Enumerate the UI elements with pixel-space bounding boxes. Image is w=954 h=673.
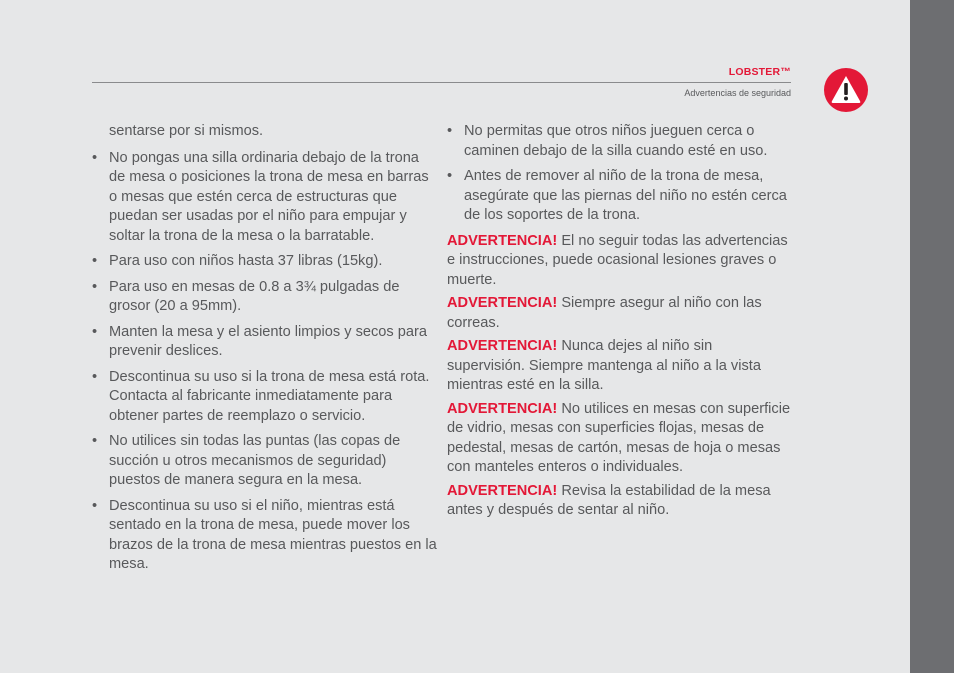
bullet-dot-icon: • [92, 253, 98, 269]
bullet-item [92, 149, 437, 247]
bullet-dot-icon: • [92, 278, 98, 295]
bullet-item [92, 497, 437, 575]
bullet-item [92, 323, 437, 362]
bullet-dot-icon: • [92, 323, 98, 340]
warning-text: Revisa la estabilidad de la mesa antes y después de sentar al niño. [447, 482, 771, 518]
warning-paragraph [447, 482, 792, 521]
bullet-item [92, 432, 437, 491]
warning-text: Nunca dejes al niño sin supervisión. Siempre mantenga al niño a la vista mientras esté en la silla. [447, 338, 761, 393]
right-bullet-list [447, 122, 792, 226]
bullet-item [92, 278, 437, 317]
warning-paragraph [447, 232, 792, 291]
warning-label: ADVERTENCIA! [447, 400, 558, 417]
bullet-dot-icon: • [92, 368, 98, 385]
warning-text: Siempre asegur al niño con las correas. [447, 295, 762, 331]
warnings-list [447, 232, 792, 521]
warning-paragraph [447, 337, 792, 396]
bullet-dot-icon: • [447, 168, 453, 184]
bullet-text: Descontinua su uso si la trona de mesa está rota. Contacta al fabricante inmediatamente para obtener partes de reemplazo o servicio. [109, 368, 430, 424]
bullet-dot-icon: • [92, 149, 98, 166]
bullet-dot-icon: • [92, 497, 98, 514]
bullet-text: Manten la mesa y el asiento limpios y secos para prevenir deslices. [109, 323, 427, 359]
warning-label: ADVERTENCIA! [447, 232, 558, 249]
bullet-text: Para uso en mesas de 0.8 a 3¾ pulgadas de grosor (20 a 95mm). [109, 278, 400, 314]
bullet-item [92, 368, 437, 427]
bullet-dot-icon: • [447, 123, 453, 139]
warning-label: ADVERTENCIA! [447, 482, 558, 499]
bullet-text: No permitas que otros niños jueguen cerca o caminen debajo de la silla cuando esté en uso. [464, 123, 768, 159]
brand-name: LOBSTER™ [728, 66, 791, 78]
left-column [92, 122, 437, 581]
bullet-text: No pongas una silla ordinaria debajo de la trona de mesa o posiciones la trona de mesa en barras o mesas que estén cerca de estructuras que puedan ser usadas por el niño para empujar y soltar la trona de la mesa o la barratable. [109, 149, 429, 244]
right-column [447, 122, 792, 525]
warning-paragraph [447, 400, 792, 478]
warning-triangle-icon [824, 68, 868, 112]
warning-paragraph [447, 294, 792, 333]
bullet-text: Descontinua su uso si el niño, mientras está sentado en la trona de mesa, puede mover los brazos de la trona de mesa mientras puestos en la mesa. [109, 497, 437, 572]
bullet-item [92, 252, 437, 272]
warning-text: No utilices en mesas con superficie de vidrio, mesas con superficies flojas, mesas de pedestal, mesas de cartón, mesas de hoja o mesas con manteles enteros o individuales. [447, 400, 791, 475]
continued-text: sentarse por si mismos. [109, 123, 264, 139]
header-rule [92, 82, 791, 83]
warning-label: ADVERTENCIA! [447, 338, 558, 354]
bullet-text: Para uso con niños hasta 37 libras (15kg). [109, 253, 383, 269]
warning-text: El no seguir todas las advertencias e instrucciones, puede ocasional lesiones graves o muerte. [447, 232, 788, 288]
warning-label: ADVERTENCIA! [447, 295, 558, 311]
bullet-text: No utilices sin todas las puntas (las copas de succión u otros mecanismos de seguridad) puestos de manera segura en la mesa. [109, 433, 401, 488]
bullet-text: Antes de remover al niño de la trona de mesa, asegúrate que las piernas del niño no estén cerca de los soportes de la trona. [464, 168, 787, 223]
bullet-item [447, 122, 792, 161]
left-bullet-list [92, 149, 437, 575]
side-tab-bar [910, 0, 954, 673]
section-subtitle: Advertencias de seguridad [684, 88, 791, 98]
bullet-item [447, 167, 792, 226]
bullet-dot-icon: • [92, 433, 98, 449]
